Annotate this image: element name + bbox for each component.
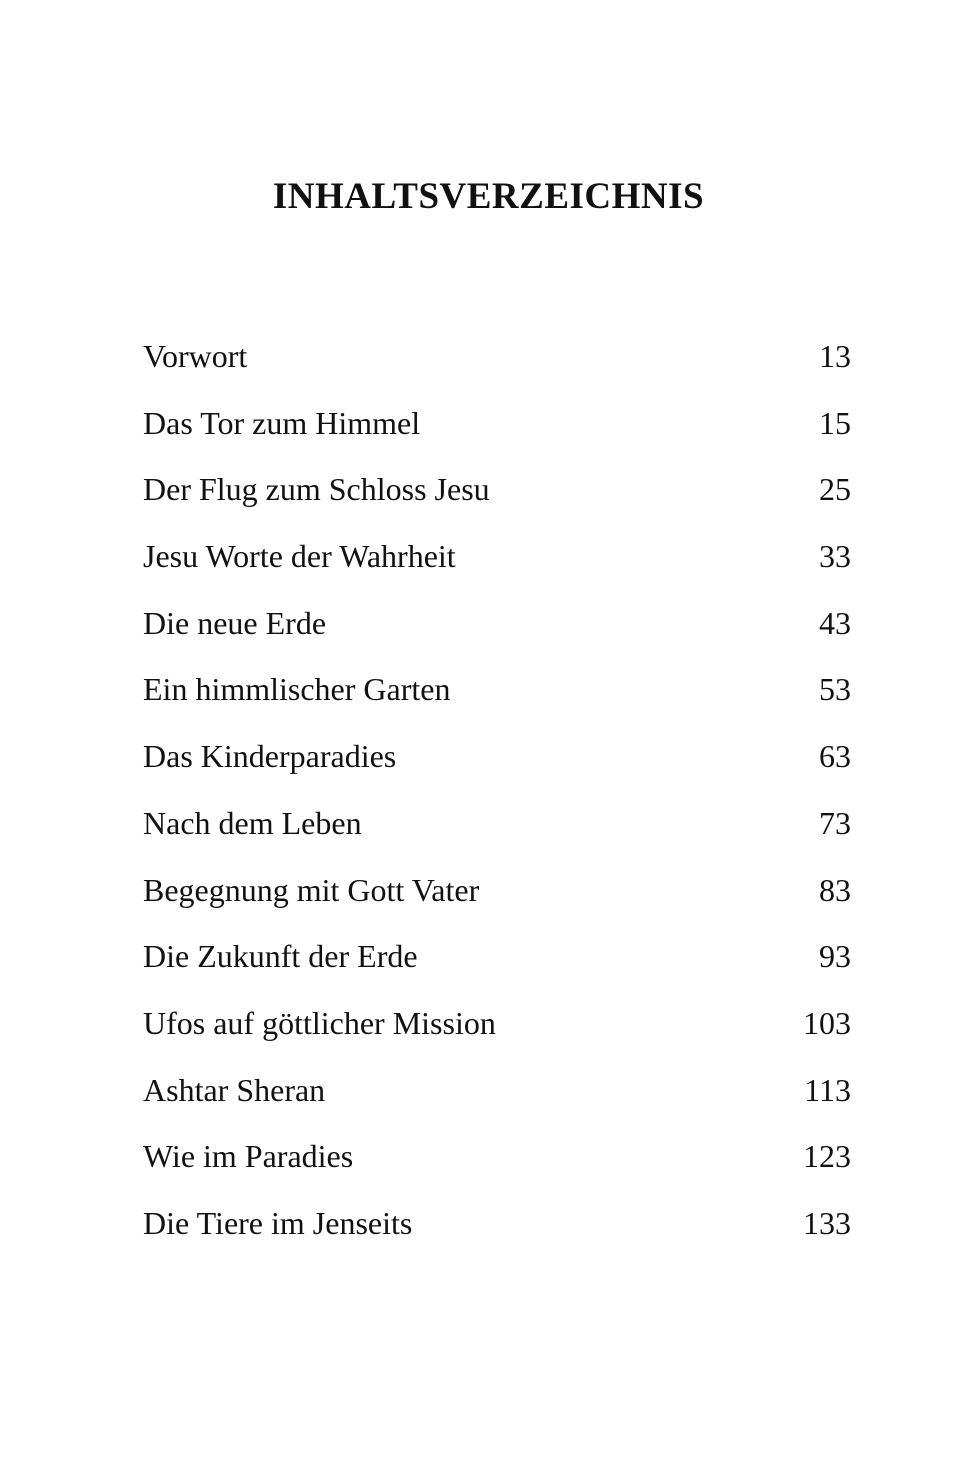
toc-entry — [143, 401, 851, 468]
toc-entry — [143, 1001, 851, 1068]
toc-entry-label: Wie im Paradies — [143, 1138, 354, 1175]
toc-entry-page-number: 123 — [803, 1138, 851, 1175]
toc-entry-label: Das Kinderparadies — [143, 738, 397, 775]
toc-entry-page-number: 25 — [819, 471, 851, 508]
toc-entry — [143, 1201, 851, 1268]
toc-entry — [143, 734, 851, 801]
toc-entry-label: Die Tiere im Jenseits — [143, 1204, 413, 1241]
toc-entry-page-number: 113 — [804, 1071, 851, 1108]
page-title: INHALTSVERZEICHNIS — [272, 175, 705, 217]
toc-entry-label: Der Flug zum Schloss Jesu — [143, 471, 490, 508]
toc-entry-page-number: 93 — [819, 938, 851, 975]
toc-entry — [143, 334, 851, 401]
toc-entry-label: Jesu Worte der Wahrheit — [143, 538, 456, 575]
toc-entry-label: Vorwort — [143, 338, 248, 374]
toc-entry — [143, 467, 851, 534]
toc-entry — [143, 934, 851, 1001]
toc-entry-page-number: 103 — [803, 1004, 851, 1041]
toc-entry-label: Nach dem Leben — [143, 804, 362, 841]
toc-entry-label: Begegnung mit Gott Vater — [143, 871, 480, 908]
toc-entry — [143, 801, 851, 868]
toc-entry-page-number: 73 — [819, 804, 851, 841]
toc-entry-page-number: 63 — [819, 738, 851, 775]
toc-entry-label: Ashtar Sheran — [143, 1071, 326, 1108]
toc-entry-page-number: 43 — [819, 604, 851, 641]
toc-entry — [143, 1068, 851, 1135]
toc-entry — [143, 601, 851, 668]
toc-entry-label: Die neue Erde — [143, 604, 327, 641]
toc-entry-page-number: 133 — [803, 1204, 851, 1241]
toc-entry-label: Ein himmlischer Garten — [143, 671, 451, 708]
toc-entry — [143, 534, 851, 601]
toc-entry-label: Das Tor zum Himmel — [143, 404, 421, 441]
toc-entry-page-number: 53 — [819, 671, 851, 708]
toc-entry-label: Ufos auf göttlicher Mission — [143, 1004, 496, 1041]
toc-entry-page-number: 33 — [819, 538, 851, 575]
toc-entry-page-number: 83 — [819, 871, 851, 908]
toc-entry — [143, 868, 851, 935]
toc-entry-page-number: 15 — [819, 404, 851, 441]
toc-entry-page-number: 13 — [819, 338, 851, 374]
table-of-contents — [143, 334, 851, 1268]
toc-entry — [143, 667, 851, 734]
toc-entry — [143, 1134, 851, 1201]
toc-entry-label: Die Zukunft der Erde — [143, 938, 418, 975]
